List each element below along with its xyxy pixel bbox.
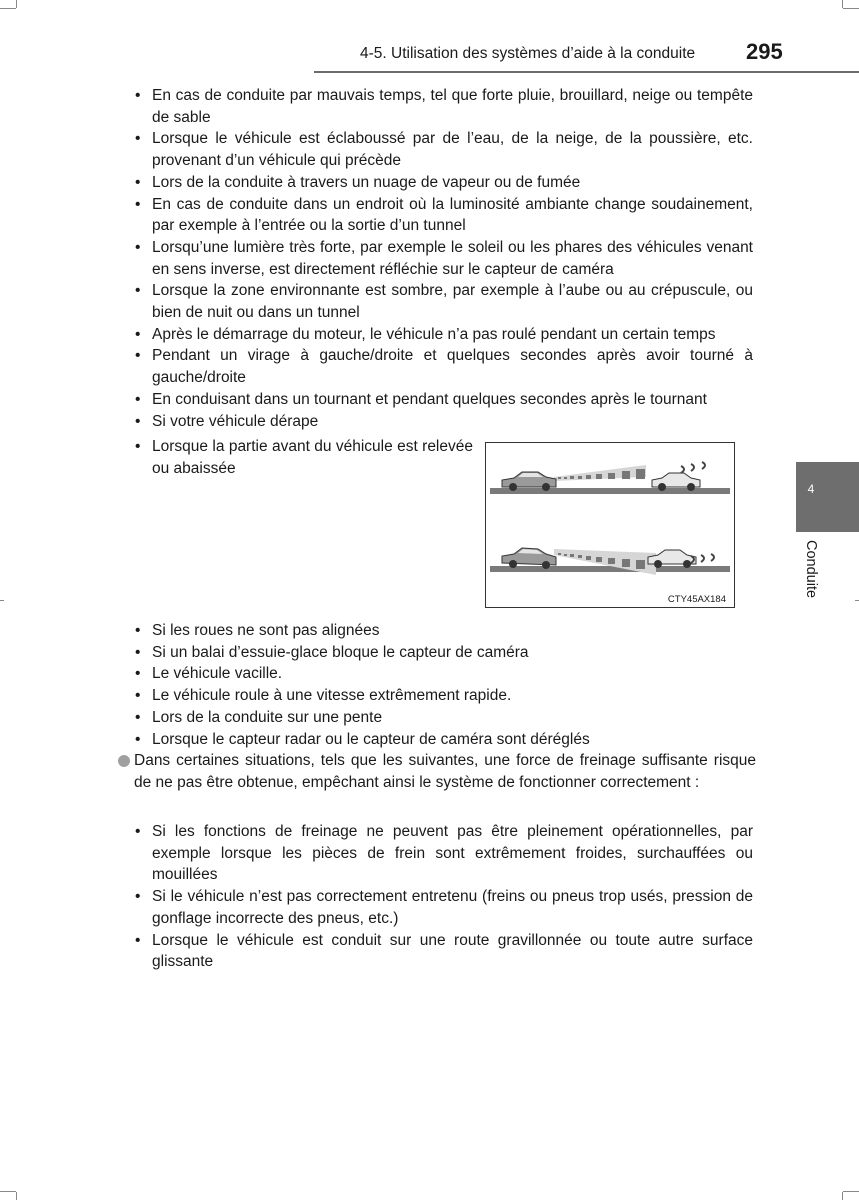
list-item: • Lorsque la partie avant du véhicule est relevée ou abaissée: [133, 436, 473, 479]
list-item: • Lors de la conduite sur une pente: [133, 707, 753, 729]
car-lead-bottom: [648, 550, 696, 568]
list-item: • En cas de conduite dans un endroit où la luminosité ambiante change soudainement, par exemple à l’entrée ou la sortie d’un tunnel: [133, 194, 753, 237]
illustration-drawing: [486, 443, 734, 607]
list-item: • Lorsque le capteur radar ou le capteur de caméra sont déréglés: [133, 729, 753, 751]
list-item: • Si un balai d’essuie-glace bloque le capteur de caméra: [133, 642, 753, 664]
crop-mark: [843, 1191, 859, 1192]
car-ego-bottom: [502, 548, 556, 569]
crop-mark: [843, 8, 859, 9]
list-item: • Le véhicule roule à une vitesse extrêmement rapide.: [133, 685, 753, 707]
list-item: • Après le démarrage du moteur, le véhicule n’a pas roulé pendant un certain temps: [133, 324, 753, 346]
illustration-vehicle-pitch: [485, 442, 735, 608]
braking-paragraph: [118, 750, 756, 793]
header-rule: [314, 71, 859, 73]
list-item: • Si les roues ne sont pas alignées: [133, 620, 753, 642]
road-bottom: [490, 566, 730, 572]
list-item: • Lorsque la zone environnante est sombre, par exemple à l’aube ou au crépuscule, ou bien de nuit ou dans un tunnel: [133, 280, 753, 323]
chapter-tab: [796, 462, 859, 532]
circle-bullet-icon: [118, 755, 130, 767]
bullet-list-conditions: [133, 85, 753, 432]
paragraph-text: Dans certaines situations, tels que les suivantes, une force de freinage suffisante risque de ne pas être obtenue, empêchant ainsi le système de fonctionner correctement :: [134, 752, 756, 791]
list-item: • Pendant un virage à gauche/droite et quelques secondes après avoir tourné à gauche/droite: [133, 345, 753, 388]
bullet-list-vehicle-state: [133, 620, 753, 750]
chapter-label: Conduite: [803, 540, 819, 599]
bullet-list-figure: [133, 436, 473, 479]
crop-mark: [0, 8, 16, 9]
list-item: • Lorsqu’une lumière très forte, par exemple le soleil ou les phares des véhicules venant en sens inverse, est directement réfléchie sur le capteur de caméra: [133, 237, 753, 280]
crop-mark: [855, 600, 859, 601]
figure-id: CTY45AX184: [667, 594, 726, 605]
bullet-list-braking: [133, 821, 753, 973]
list-item: • En conduisant dans un tournant et pendant quelques secondes après le tournant: [133, 389, 753, 411]
list-item: • Le véhicule vacille.: [133, 663, 753, 685]
crop-mark: [842, 1192, 843, 1200]
list-item: • Lorsque le véhicule est conduit sur une route gravillonnée ou toute autre surface glissante: [133, 930, 753, 973]
crop-mark: [16, 1192, 17, 1200]
page-number: 295: [746, 39, 783, 64]
list-item: • En cas de conduite par mauvais temps, tel que forte pluie, brouillard, neige ou tempête de sable: [133, 85, 753, 128]
list-item: • Si le véhicule n’est pas correctement entretenu (freins ou pneus trop usés, pression de gonflage incorrecte des pneus, etc.): [133, 886, 753, 929]
crop-mark: [0, 600, 4, 601]
crop-mark: [0, 1191, 16, 1192]
crop-mark: [842, 0, 843, 8]
list-item: • Lorsque le véhicule est éclaboussé par de l’eau, de la neige, de la poussière, etc. provenant d’un véhicule qui précède: [133, 128, 753, 171]
list-item: • Si les fonctions de freinage ne peuvent pas être pleinement opérationnelles, par exemple lorsque les pièces de frein sont extrêmement froides, surchauffées ou mouillées: [133, 821, 753, 886]
list-item: • Lors de la conduite à travers un nuage de vapeur ou de fumée: [133, 172, 753, 194]
chapter-number: 4: [807, 482, 815, 496]
list-item: • Si votre véhicule dérape: [133, 411, 753, 433]
crop-mark: [16, 0, 17, 8]
motion-marks-top: [681, 462, 705, 473]
section-title: 4-5. Utilisation des systèmes d’aide à la conduite: [360, 45, 696, 62]
